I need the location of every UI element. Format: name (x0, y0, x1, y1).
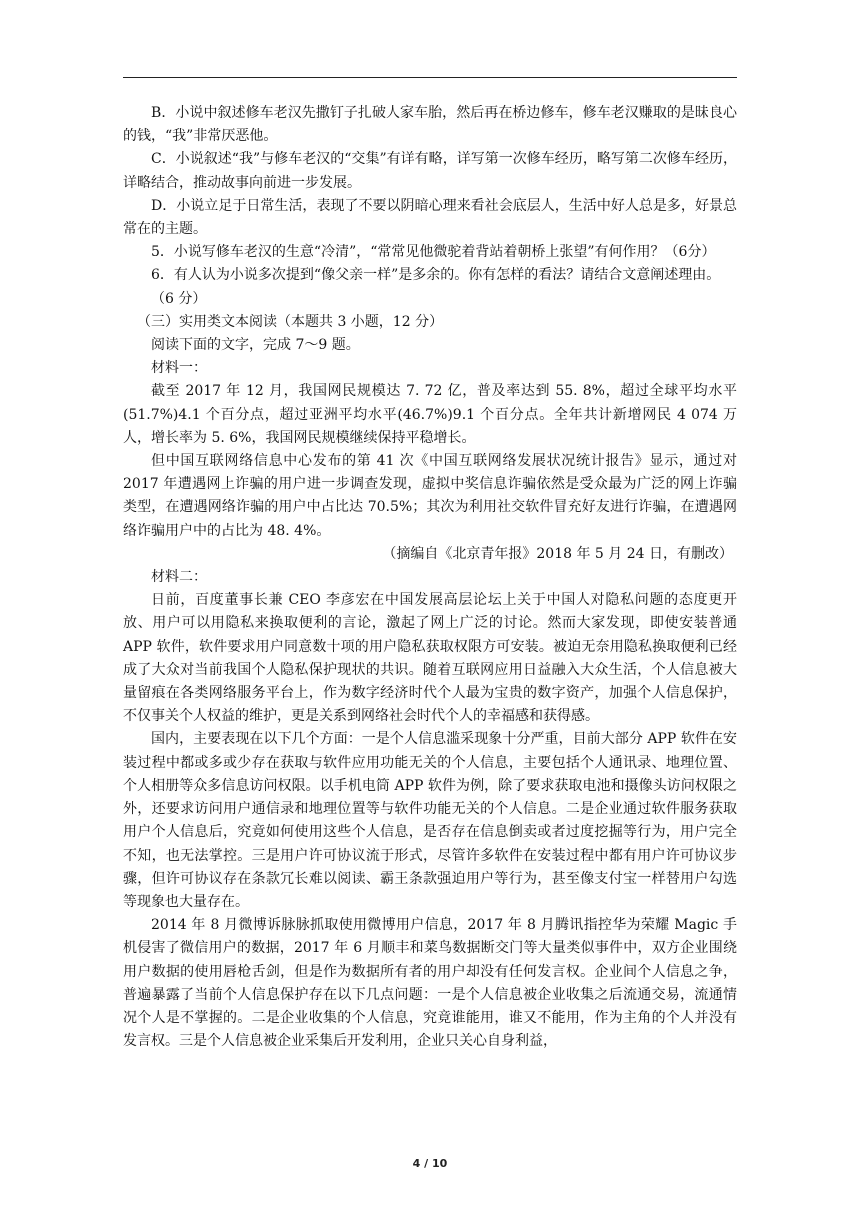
material-2-paragraph: 日前，百度董事长兼 CEO 李彦宏在中国发展高层论坛上关于中国人对隐私问题的态度更开放、用户可以用隐私来换取便利的言论，激起了网上广泛的讨论。然而大家发现，即使安装普通 APP 软件，软件要求用户同意数十项的用户隐私获取权限方可安装。被迫无奈用隐私换取便利已经成了大众对当前我国个人隐私保护现状的共识。随着互联网应用日益融入大众生活，个人信息被大量留痕在各类网络服务平台上，作为数字经济时代个人最为宝贵的数字资产，加强个人信息保护，不仅事关个人权益的维护，更是关系到网络社会时代个人的幸福感和获得感。 (123, 592, 737, 725)
material-1-paragraph: 截至 2017 年 12 月，我国网民规模达 7. 72 亿，普及率达到 55. 8%，超过全球平均水平(51.7%)4.1 个百分点，超过亚洲平均水平(46.7%)9.1 个百分点。全年共计新增网民 4 074 万人，增长率为 5. 6%，我国网民规模继续保持平稳增长。 (123, 383, 737, 446)
option-b: B．小说中叙述修车老汉先撒钉子扎破人家车胎，然后再在桥边修车，修车老汉赚取的是昧良心的钱，“我”非常厌恶他。 (123, 105, 737, 145)
header-rule (123, 77, 737, 78)
section-3-heading: （三）实用类文本阅读（本题共 3 小题，12 分） (137, 313, 444, 330)
material-1-label: 材料一： (151, 360, 207, 377)
material-1-paragraph: 但中国互联网络信息中心发布的第 41 次《中国互联网络发展状况统计报告》显示，通过对 2017 年遭遇网上诈骗的用户进一步调查发现，虚拟中奖信息诈骗依然是受众最为广泛的网上诈骗类型，在遭遇网络诈骗的用户中占比达 70.5%；其次为利用社交软件冒充好友进行诈骗，在遭遇网络诈骗用户中的占比为 48. 4%。 (123, 453, 737, 539)
option-c: C．小说叙述“我”与修车老汉的“交集”有详有略，详写第一次修车经历，略写第二次修车经历，详略结合，推动故事向前进一步发展。 (123, 151, 737, 191)
material-1-source: （摘编自《北京青年报》2018 年 5 月 24 日，有删改） (382, 545, 733, 562)
page-body (123, 102, 737, 1053)
material-2-label: 材料二： (151, 569, 207, 586)
material-2-paragraph: 国内，主要表现在以下几个方面：一是个人信息滥采现象十分严重，目前大部分 APP 软件在安装过程中都或多或少存在获取与软件应用功能无关的个人信息，主要包括个人通讯录、地理位置、个人相册等众多信息访问权限。以手机电筒 APP 软件为例，除了要求获取电池和摄像头访问权限之外，还要求访问用户通信录和地理位置等与软件功能无关的个人信息。二是企业通过软件服务获取用户个人信息后，究竟如何使用这些个人信息，是否存在信息倒卖或者过度挖掘等行为，用户完全不知，也无法掌控。三是用户许可协议流于形式，尽管许多软件在安装过程中都有用户许可协议步骤，但许可协议存在条款冗长难以阅读、霸王条款强迫用户等行为，甚至像支付宝一样替用户勾选等现象也大量存在。 (123, 731, 737, 910)
section-3-instruction: 阅读下面的文字，完成 7～9 题。 (151, 337, 360, 354)
question-5: 5．小说写修车老汉的生意“冷清”，“常常见他微驼着背站着朝桥上张望”有何作用？（6分） (151, 244, 716, 261)
material-2-paragraph: 2014 年 8 月微博诉脉脉抓取使用微博用户信息，2017 年 8 月腾讯指控华为荣耀 Magic 手机侵害了微信用户的数据，2017 年 6 月顺丰和菜鸟数据断交门等大量类似事件中，双方企业围绕用户数据的使用唇枪舌剑，但是作为数据所有者的用户却没有任何发言权。企业间个人信息之争，普遍暴露了当前个人信息保护存在以下几点问题：一是个人信息被企业收集之后流通交易，流通情况个人是不掌握的。二是企业收集的个人信息，究竟谁能用，谁又不能用，作为主角的个人并没有发言权。三是个人信息被企业采集后开发利用，企业只关心自身利益， (123, 917, 737, 1050)
question-6: 6．有人认为小说多次提到“像父亲一样”是多余的。你有怎样的看法？请结合文意阐述理由。 (151, 267, 721, 284)
page-number: 4 / 10 (412, 1157, 448, 1170)
question-6-score: （6 分） (151, 290, 207, 307)
option-d: D．小说立足于日常生活，表现了不要以阴暗心理来看社会底层人，生活中好人总是多，好景总常在的主题。 (123, 197, 737, 238)
